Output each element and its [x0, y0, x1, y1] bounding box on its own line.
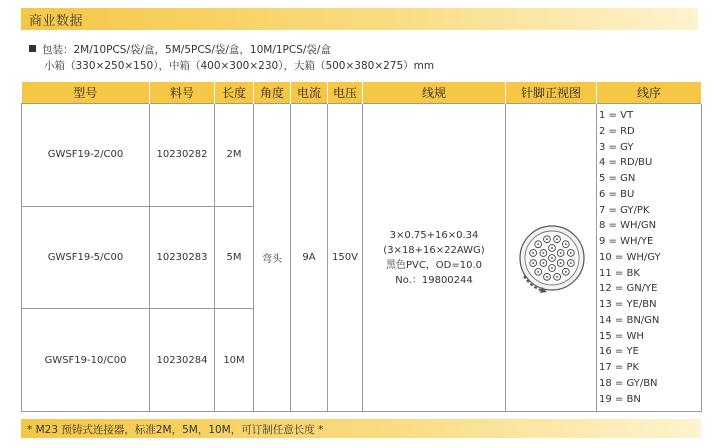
model-cell: GWSF19-10/C00	[22, 309, 150, 412]
connector-pin-center	[560, 252, 562, 254]
packaging-line-2: 小箱（330×250×150），中箱（400×300×230），大箱（500×380×275）mm	[44, 60, 435, 72]
connector-pin-center	[570, 262, 572, 264]
column-header-current: 电流	[291, 82, 328, 104]
pinout-item: 1 = VT	[599, 110, 634, 121]
bullet-square-icon	[29, 45, 36, 52]
column-header-voltage: 电压	[328, 82, 363, 104]
pinout-item: 5 = GN	[599, 173, 636, 184]
model-cell: GWSF19-2/C00	[22, 104, 150, 207]
connector-pin-center	[556, 238, 558, 240]
pinout-item: 10 = WH/GY	[599, 251, 661, 263]
connector-pin-center	[565, 243, 567, 245]
wire-spec-line: 3×0.75+16×0.34	[389, 229, 479, 241]
pinout-item: 14 = BN/GN	[599, 314, 660, 326]
model-cell: GWSF19-5/C00	[22, 206, 150, 309]
pinout-item: 4 = RD/BU	[599, 157, 653, 169]
part-number-cell: 10230283	[150, 206, 215, 309]
connector-pin-center	[551, 257, 553, 259]
wire-spec-line: No.：19800244	[395, 274, 473, 286]
pinout-item: 19 = BN	[599, 393, 641, 405]
column-header-wiring-order: 线序	[597, 82, 702, 104]
table-row	[22, 104, 702, 207]
length-cell: 10M	[215, 309, 254, 412]
connector-pin-center	[546, 275, 548, 277]
connector-pin-center	[565, 270, 567, 272]
part-number-cell: 10230284	[150, 309, 215, 412]
connector-pin-center	[551, 267, 553, 269]
length-cell: 5M	[215, 206, 254, 309]
connector-pin-diagram-icon	[514, 221, 588, 295]
pinout-item: 2 = RD	[599, 125, 635, 137]
section-title: 商业数据	[29, 14, 84, 29]
voltage-cell: 150V	[328, 104, 363, 412]
connector-pin-center	[537, 270, 539, 272]
connector-pin-center	[537, 243, 539, 245]
pinout-item: 17 = PK	[599, 362, 640, 373]
pinout-item: 3 = GY	[599, 141, 634, 153]
section-header-bar	[21, 8, 698, 30]
current-cell: 9A	[291, 104, 328, 412]
pinout-item: 15 = WH	[599, 330, 644, 342]
length-cell: 2M	[215, 104, 254, 207]
pinout-list	[599, 108, 701, 407]
column-header-part-number: 料号	[150, 82, 215, 104]
connector-pin-center	[532, 262, 534, 264]
spec-table	[21, 82, 702, 412]
pinout-item: 11 = BK	[599, 267, 640, 279]
connector-pin-center	[560, 262, 562, 264]
pinout-item: 18 = GY/BN	[599, 377, 658, 389]
connector-pin-center	[546, 238, 548, 240]
connector-pin-center	[556, 275, 558, 277]
column-header-model: 型号	[22, 82, 150, 104]
table-header-row	[22, 82, 702, 104]
connector-pin-center	[542, 252, 544, 254]
column-header-wire-spec: 线规	[363, 82, 506, 104]
connector-pin-center	[532, 251, 534, 253]
wire-spec-line: (3×18+16×22AWG)	[383, 244, 485, 256]
pinout-item: 7 = GY/PK	[599, 204, 650, 216]
pinout-item: 16 = YE	[599, 346, 639, 358]
connector-pin-center	[570, 251, 572, 253]
pinout-item: 8 = WH/GN	[599, 220, 657, 232]
angle-cell: 弯头	[254, 104, 291, 412]
pin-view-cell	[506, 104, 597, 412]
packaging-line-1: 包装：2M/10PCS/袋/盒，5M/5PCS/袋/盒，10M/1PCS/袋/盒	[42, 44, 331, 56]
pinout-item: 13 = YE/BN	[599, 299, 657, 310]
connector-pin-center	[551, 247, 553, 249]
footer-note: * M23 预铸式连接器，标准2M，5M，10M，可订制任意长度 *	[27, 424, 324, 436]
wire-spec-line: 黑色PVC，OD=10.0	[385, 259, 483, 271]
wire-spec-cell	[363, 104, 506, 412]
pinout-item: 6 = BU	[599, 188, 635, 200]
pinout-item: 12 = GN/YE	[599, 283, 658, 295]
column-header-length: 长度	[215, 82, 254, 104]
packaging-info	[29, 42, 331, 57]
connector-pin-center	[542, 262, 544, 264]
pinout-cell	[597, 104, 702, 412]
pinout-item: 9 = WH/YE	[599, 236, 654, 247]
column-header-angle: 角度	[254, 82, 291, 104]
column-header-pin-view: 针脚正视图	[506, 82, 597, 104]
part-number-cell: 10230282	[150, 104, 215, 207]
